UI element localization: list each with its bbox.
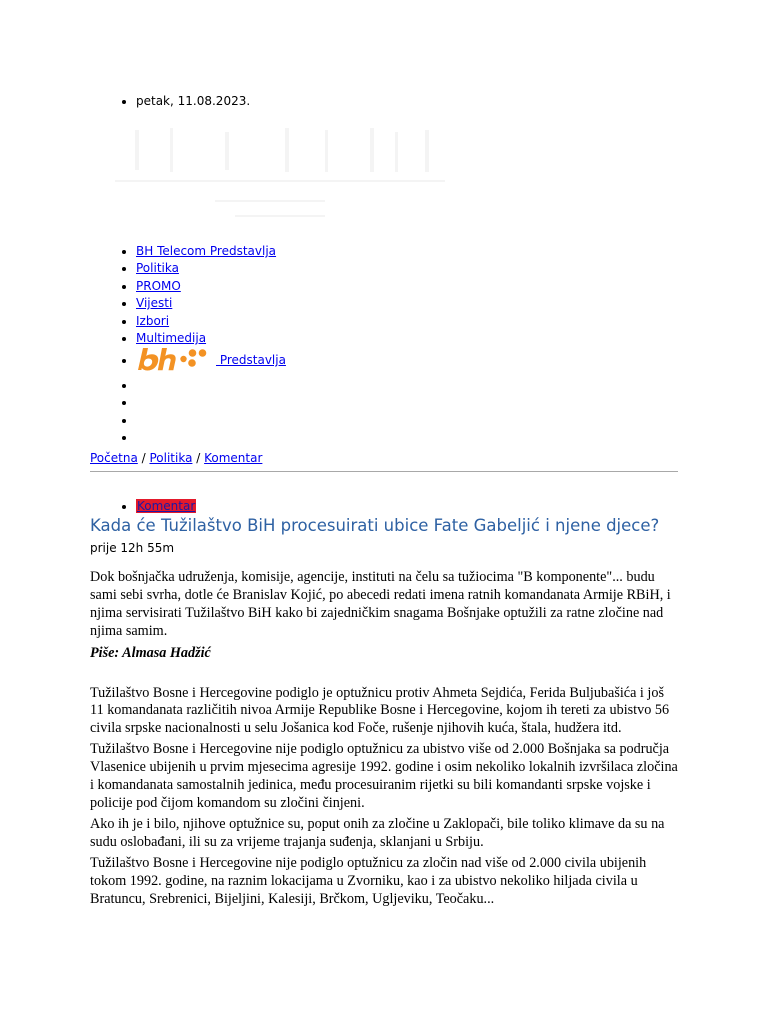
article-timestamp: prije 12h 55m [90,541,175,555]
breadcrumb-home-link[interactable]: Početna [90,451,138,465]
article-paragraph: Tužilaštvo Bosne i Hercegovine nije podiglo optužnicu za zločin nad više od 2.000 civila ubijenih tokom 1992. godine, na raznim lokacijama u Zvorniku, kao i za ubistvo nekoliko hiljada civila u Bratuncu, Srebrenici, Bijeljini, Kalesiji, Brčkom, Ugljeviku, Teočaku... [90,854,647,907]
article-paragraph: Tužilaštvo Bosne i Hercegovine podiglo je optužnicu protiv Ahmeta Sejdića, Ferida Buljubašića i još 11 komandanata različitih nivoa Armije Republike Bosne i Hercegovine, kojom ih tereti za ubistvo 56 civila srpske nacionalnosti u selu Jošanica kod Foče, rušenje njihovih kuća, štala, hudžera itd. [90,684,670,737]
breadcrumb-section-link[interactable]: Politika [149,451,193,465]
bh-predstavlja-label: Predstavlja [216,352,286,367]
nav-item-promo[interactable] [136,278,286,295]
nav-item-bh-telecom[interactable] [136,243,286,260]
category-list [91,498,196,515]
article-author: Piše: Almasa Hadžić [90,644,211,661]
nav-link-politika[interactable]: Politika [136,261,179,276]
nav-link-vijesti[interactable]: Vijesti [136,296,173,311]
current-date: • petak, 11.08.2023. [136,93,250,110]
breadcrumb [90,451,262,465]
nav-link-bh-predstavlja[interactable] [136,353,286,367]
category-badge[interactable]: Komentar [137,499,196,513]
breadcrumb-separator: / [137,451,150,465]
article-title: Kada će Tužilaštvo BiH procesuirati ubice Fate Gabeljić i njene djece? [90,516,660,535]
nav-item-izbori[interactable] [136,313,286,330]
nav-item-politika[interactable] [136,260,286,277]
nav-link-izbori[interactable]: Izbori [136,313,170,328]
nav-link-multimedija[interactable]: Multimedija [136,331,207,346]
nav-link-promo[interactable]: PROMO [136,278,181,293]
breadcrumb-separator: / [192,451,205,465]
article-lead: Dok bošnjačka udruženja, komisije, agencije, instituti na čelu sa tužiocima "B komponente"... budu sami sebi svrha, dotle će Branislav Kojić, po abecedi redati imena ratnih komandanata Armije RBiH, i njima servisirati Tužilaštvo BiH kako bi zajedničkim snagama Bošnjake optužili za ratne zločine nad njima samim. [90,569,671,639]
nav-item-vijesti[interactable] [136,295,286,312]
social-links-list [91,377,136,447]
bh-telecom-logo-icon [136,347,212,373]
main-nav [91,243,286,373]
nav-link-bh-telecom[interactable]: BH Telecom Predstavlja [136,244,277,258]
article-paragraph: Tužilaštvo Bosne i Hercegovine nije podiglo optužnicu za ubistvo više od 2.000 Bošnjaka sa područja Vlasenice ubijenih u prvim mjesecima agresije 1992. godine i osim nekoliko lokalnih izvršilaca zločina i komandanata samostalnih jedinica, među procesuiranim rijetki su bili komandanti srpske vojske i policije pod čijom komandom su zločini činjeni. [90,741,678,811]
nav-item-multimedija[interactable] [136,330,286,347]
site-logo[interactable] [95,120,465,230]
breadcrumb-current-link[interactable]: Komentar [204,451,263,465]
nav-item-bh-predstavlja[interactable] [136,347,286,373]
spacer [90,663,680,685]
article-paragraph: Ako ih je i bilo, njihove optužnice su, poput onih za zločine u Zaklopači, bile toliko klimave da su na sudu oslobađani, ili su za vrijeme trajanja suđenja, sklanjani u Srbiju. [90,815,665,850]
date-bar [91,93,250,110]
divider [90,471,678,472]
category-item[interactable] [136,498,196,515]
article-body [90,569,680,911]
